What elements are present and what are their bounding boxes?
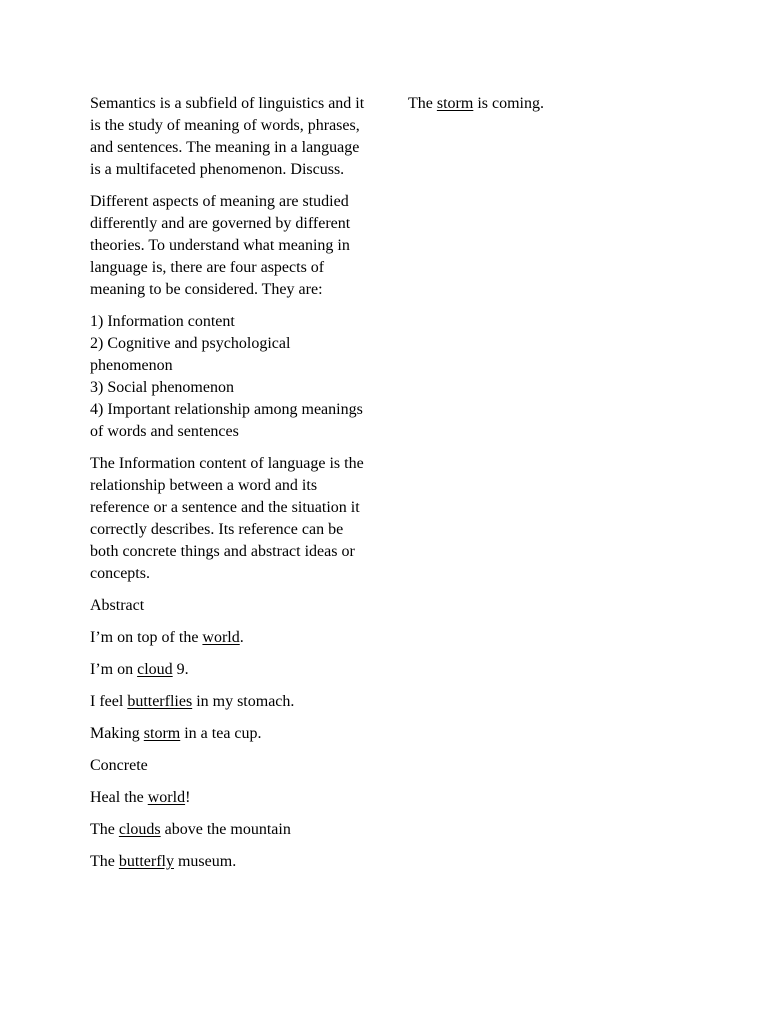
example-sentence: I’m on top of the world.: [90, 629, 244, 646]
underlined-word: butterfly: [118, 853, 174, 870]
underlined-word: storm: [436, 95, 474, 112]
underlined-word: world: [147, 789, 186, 806]
right-column: [408, 93, 708, 125]
list-item: 2) Cognitive and psychological phenomenon: [90, 335, 291, 374]
example-sentence: Making storm in a tea cup.: [90, 725, 262, 742]
underlined-word: storm: [143, 725, 181, 742]
underlined-word: butterflies: [127, 693, 193, 710]
example-sentence: I’m on cloud 9.: [90, 661, 189, 678]
info-content-paragraph: The Information content of language is the relationship between a word and its reference or a sentence and the situation it correctly describes. Its reference can be both concrete things and abstract ideas or concepts.: [90, 455, 364, 582]
aspects-list: [90, 311, 368, 443]
intro-paragraph: Semantics is a subfield of linguistics and it is the study of meaning of words, phrases, and sentences. The meaning in a language is a multifaceted phenomenon. Discuss.: [90, 95, 365, 178]
example-sentence: The storm is coming.: [408, 95, 544, 112]
example-sentence: Heal the world!: [90, 789, 191, 806]
list-item: 1) Information content: [90, 313, 235, 330]
underlined-word: clouds: [118, 821, 161, 838]
example-sentence: The butterfly museum.: [90, 853, 237, 870]
list-item: 3) Social phenomenon: [90, 379, 234, 396]
aspects-intro-paragraph: Different aspects of meaning are studied differently and are governed by different theories. To understand what meaning in language is, there are four aspects of meaning to be considered. They are:: [90, 193, 351, 298]
left-column: [90, 93, 368, 883]
concrete-heading: Concrete: [90, 757, 148, 774]
underlined-word: cloud: [137, 661, 173, 678]
example-sentence: I feel butterflies in my stomach.: [90, 693, 295, 710]
underlined-word: world: [202, 629, 240, 646]
abstract-heading: Abstract: [90, 597, 145, 614]
example-sentence: The clouds above the mountain: [90, 821, 291, 838]
list-item: 4) Important relationship among meanings of words and sentences: [90, 401, 363, 440]
